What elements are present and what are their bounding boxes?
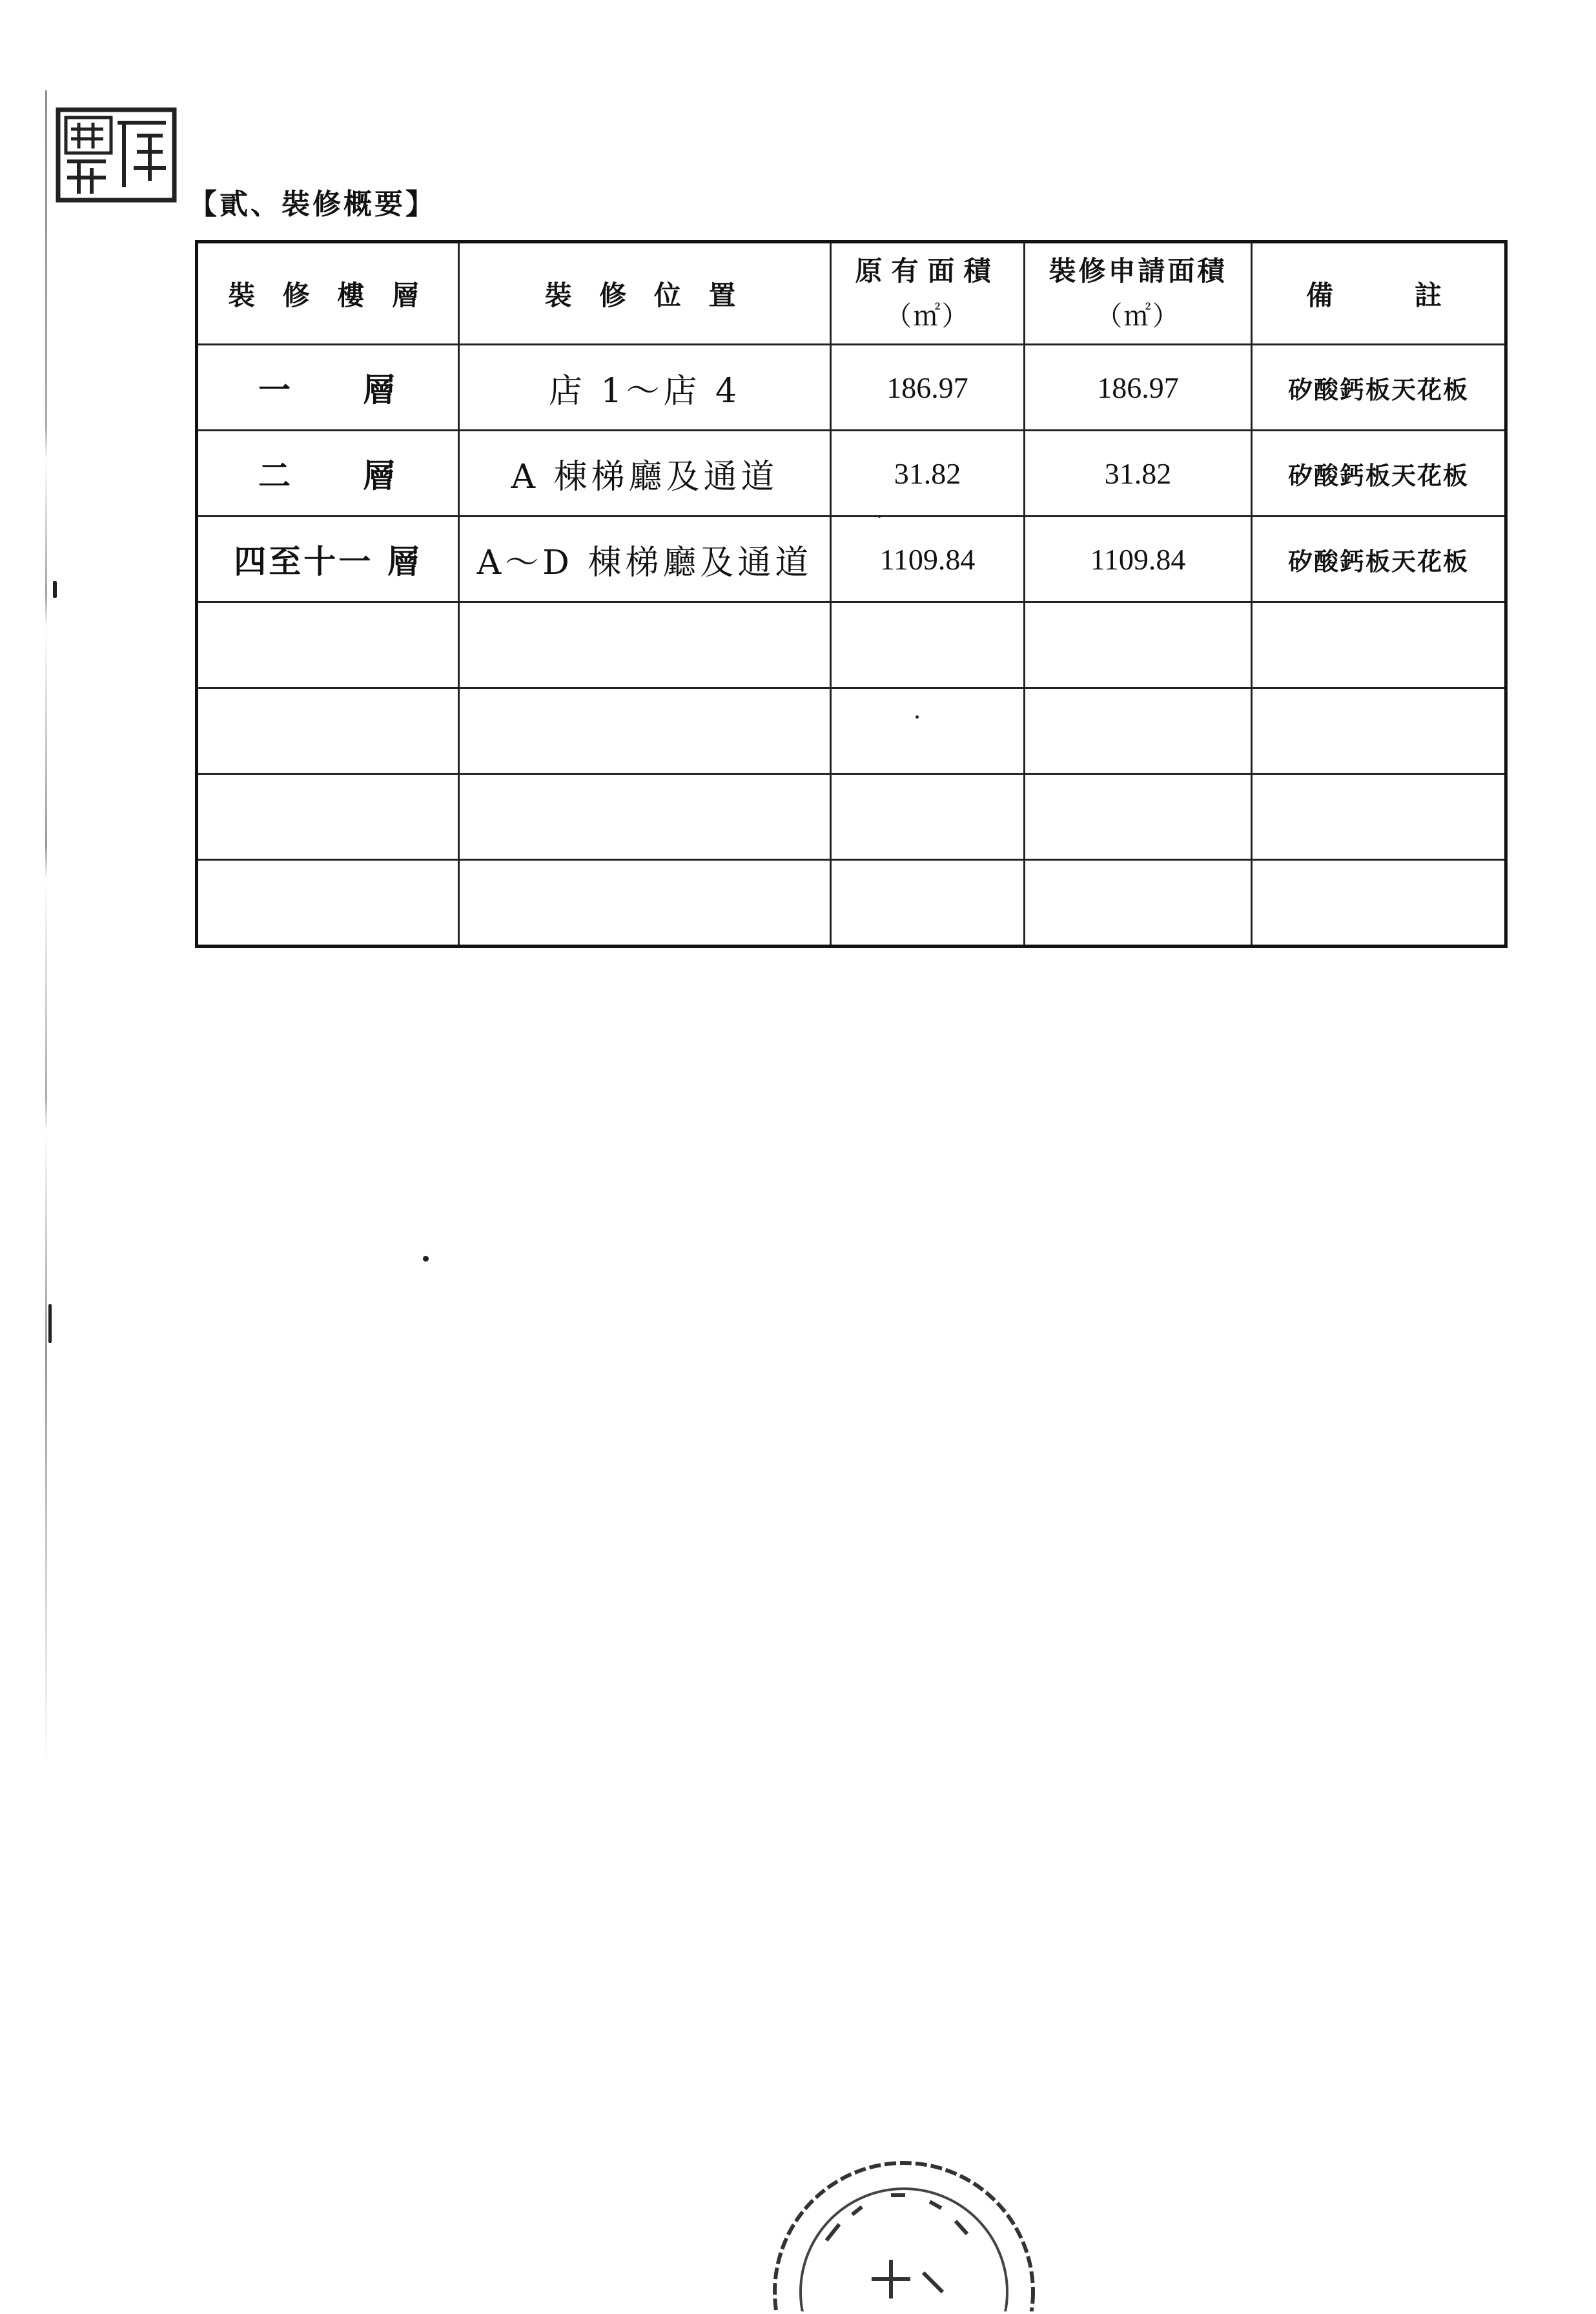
cell-applied-area bbox=[1025, 860, 1252, 947]
cell-applied-area bbox=[1025, 688, 1252, 774]
cell-location: A 棟梯廳及通道 bbox=[459, 431, 831, 517]
cell-applied-area: 186.97 bbox=[1025, 345, 1252, 431]
table-header-row bbox=[197, 242, 1506, 345]
cell-remarks bbox=[1252, 860, 1506, 947]
table-row bbox=[197, 431, 1506, 517]
cell-remarks bbox=[1252, 774, 1506, 860]
cell-floor bbox=[197, 602, 459, 688]
cell-applied-area: 31.82 bbox=[1025, 431, 1252, 517]
corner-seal-stamp bbox=[53, 103, 182, 207]
table-row bbox=[197, 774, 1506, 860]
header-location: 裝 修 位 置 bbox=[459, 242, 831, 345]
cell-remarks: 矽酸鈣板天花板 bbox=[1252, 431, 1506, 517]
cell-floor: 四至十一 層 bbox=[197, 517, 459, 602]
cell-location bbox=[459, 774, 831, 860]
cell-location: 店 1～店 4 bbox=[459, 345, 831, 431]
cell-location bbox=[459, 688, 831, 774]
header-applied-area-label: 裝修申請面積 bbox=[1049, 254, 1227, 287]
table-row bbox=[197, 345, 1506, 431]
cell-location bbox=[459, 602, 831, 688]
section-title: 【貳、裝修概要】 bbox=[189, 188, 436, 221]
cell-original-area bbox=[831, 774, 1025, 860]
header-applied-area bbox=[1025, 242, 1252, 345]
cell-floor: 二 層 bbox=[197, 431, 459, 517]
cell-remarks bbox=[1252, 602, 1506, 688]
scan-edge-artifact bbox=[45, 90, 47, 1769]
cell-floor bbox=[197, 860, 459, 947]
header-applied-area-unit: （㎡） bbox=[1095, 300, 1181, 332]
cell-remarks: 矽酸鈣板天花板 bbox=[1252, 517, 1506, 602]
header-remarks: 備 註 bbox=[1252, 242, 1506, 345]
cell-applied-area bbox=[1025, 774, 1252, 860]
cell-floor bbox=[197, 688, 459, 774]
header-original-area-label: 原有面積 bbox=[855, 254, 1000, 287]
cell-remarks bbox=[1252, 688, 1506, 774]
header-original-area bbox=[831, 242, 1025, 345]
cell-location bbox=[459, 860, 831, 947]
cell-original-area bbox=[831, 860, 1025, 947]
cell-original-area bbox=[831, 688, 1025, 774]
scan-speck bbox=[423, 1256, 429, 1262]
table-row bbox=[197, 602, 1506, 688]
header-floor: 裝 修 樓 層 bbox=[197, 242, 459, 345]
cell-original-area: 1109.84 bbox=[831, 517, 1025, 602]
table-row bbox=[197, 517, 1506, 602]
cell-floor: 一 層 bbox=[197, 345, 459, 431]
table-row bbox=[197, 860, 1506, 947]
scan-speck bbox=[53, 581, 57, 598]
cell-location: A～D 棟梯廳及通道 bbox=[459, 517, 831, 602]
cell-floor bbox=[197, 774, 459, 860]
renovation-summary-table bbox=[195, 240, 1508, 948]
round-seal-stamp bbox=[762, 2144, 1046, 2311]
cell-applied-area: 1109.84 bbox=[1025, 517, 1252, 602]
cell-original-area bbox=[831, 602, 1025, 688]
table-row bbox=[197, 688, 1506, 774]
cell-original-area: 186.97 bbox=[831, 345, 1025, 431]
scan-speck bbox=[48, 1304, 52, 1343]
header-original-area-unit: （㎡） bbox=[885, 300, 970, 332]
cell-remarks: 矽酸鈣板天花板 bbox=[1252, 345, 1506, 431]
cell-original-area: 31.82 bbox=[831, 431, 1025, 517]
cell-applied-area bbox=[1025, 602, 1252, 688]
